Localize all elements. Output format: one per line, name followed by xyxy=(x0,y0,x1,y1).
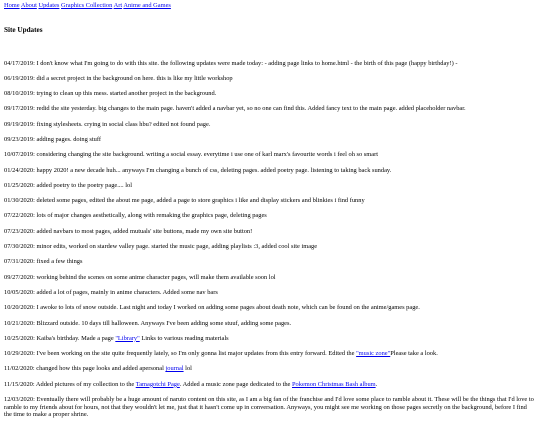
update-date: 10/05/2020 xyxy=(4,288,34,296)
update-text: lots of major changes aesthetically, along with remaking the graphics page, deleting pages xyxy=(36,212,267,220)
update-entry: 01/25/2020: added poetry to the poetry page.... lol xyxy=(4,181,132,189)
update-text: Kaiba's birthday. Made a page xyxy=(36,334,116,342)
update-entry: 10/29/2020: I've been working on the site quite frequently lately, so I'm only gonna list major updates from this entry forward. Edited the "music zone"Please take a look. xyxy=(4,350,438,358)
journal-link[interactable]: journal xyxy=(165,365,184,373)
music-zone-link[interactable]: "music zone" xyxy=(356,350,391,358)
page xyxy=(4,2,536,426)
update-text: Blizzard outside. 10 days till halloween. Anyways I've been adding some stuuf, adding some pages. xyxy=(36,319,292,327)
update-entry: 07/31/2020: fixed a few things xyxy=(4,258,83,266)
update-entry: 10/05/2020: added a lot of pages, mainly in anime characters. Added some nav bars xyxy=(4,288,218,296)
update-entry: 10/25/2020: Kaiba's birthday. Made a page "Library" Links to various reading materials xyxy=(4,334,229,342)
update-date: 08/10/2019 xyxy=(4,90,34,98)
update-date: 09/17/2019 xyxy=(4,105,34,113)
update-entry: 11/15/2020: Added pictures of my collection to the Tamagotchi Page. Added a music zone page dedicated to the Pokemon Christmas Bash album. xyxy=(4,380,378,388)
page-title: Site Updates xyxy=(4,26,43,34)
update-date: 11/15/2020 xyxy=(4,380,33,388)
nav-link-anime-and-games[interactable]: Anime and Games xyxy=(123,2,171,9)
update-date: 12/03/2020 xyxy=(4,396,34,404)
update-entry: 10/20/2020: I awoke to lots of snow outside. Last night and today I worked on adding some pages about death note, which can be found on the anime/games page. xyxy=(4,304,420,312)
update-text: lol xyxy=(183,365,192,373)
update-date: 09/23/2019 xyxy=(4,135,34,143)
library-page-link[interactable]: "Library" xyxy=(115,334,140,342)
pokemon-christmas-bash-link[interactable]: Pokemon Christmas Bash album xyxy=(292,380,376,388)
update-date: 07/30/2020 xyxy=(4,243,34,251)
update-text: . xyxy=(375,380,378,388)
update-text: changed how this page looks and added apersonal xyxy=(36,365,166,373)
update-date: 07/31/2020 xyxy=(4,258,34,266)
updates-list xyxy=(4,60,536,419)
update-text: I've been working on the site quite frequently lately, so I'm only gonna list major updates from this entry forward. Edited the xyxy=(36,350,357,358)
update-text: happy 2020! a new decade huh... anyways I'm changing a bunch of css, deleting pages. added poetry page. listening to taking back sunday. xyxy=(36,166,392,174)
update-date: 06/19/2019 xyxy=(4,74,34,82)
update-date: 10/29/2020 xyxy=(4,350,34,358)
update-text: fixing stylesheets. crying in social class hbu? edited not found page. xyxy=(36,120,211,128)
update-entry: 09/17/2019: redid the site yesterday. big changes to the main page. haven't added a navbar yet, so no one can find this. Added fancy text to the main page. added placeholder navbar. xyxy=(4,105,466,113)
nav-link-about[interactable]: About xyxy=(20,2,37,9)
navbar xyxy=(4,2,536,10)
update-entry: 09/23/2019: adding pages. doing stuff xyxy=(4,135,101,143)
update-date: 01/24/2020 xyxy=(4,166,34,174)
update-entry: 12/03/2020: Eventually there will probably be a huge amount of naruto content on this site, as I am a big fan of the franchise and I'd love some place to ramble about it. These will be the things that I'd love to ramble to my friends about for hours, not that they wouldn't let me, just that it hasn't come up in conversation. Anyways, you might see me working on those pages secretly on the background, before I find the time to make a proper shrine. xyxy=(4,396,534,419)
nav-link-art[interactable]: Art xyxy=(113,2,123,9)
update-text: I awoke to lots of snow outside. Last night and today I worked on adding some pages about death note, which can be found on the anime/games page. xyxy=(36,304,420,312)
update-text: I don't know what I'm going to do with this site. the following updates were made today: - adding page links to home.html - the birth of this page (happy birthday!) - xyxy=(36,59,458,67)
update-text: considering changing the site background. writing a social essay. everytime i use one of karl marx's favourite words i feel oh so smart xyxy=(36,151,378,159)
update-text: added navbars to most pages, added mutuals' site buttons, made my own site button! xyxy=(36,227,253,235)
tamagotchi-page-link[interactable]: Tamagotchi Page xyxy=(135,380,180,388)
update-entry: 09/27/2020: working behind the scenes on some anime character pages, will make them available soon lol xyxy=(4,273,276,281)
update-date: 11/02/2020 xyxy=(4,365,33,373)
nav-link-home[interactable]: Home xyxy=(4,2,20,9)
update-date: 09/19/2019 xyxy=(4,120,34,128)
update-text: added a lot of pages, mainly in anime characters. Added some nav bars xyxy=(36,288,218,296)
update-entry: 10/21/2020: Blizzard outside. 10 days till halloween. Anyways I've been adding some stuuf, adding some pages. xyxy=(4,319,292,327)
update-text: deleted some pages, edited the about me page, added a page to store graphics i like and display stickers and blinkies i find funny xyxy=(36,197,365,205)
update-entry: 08/10/2019: trying to clean up this mess. started another project in the background. xyxy=(4,90,217,98)
update-text: did a secret project in the background on here. this is like my little workshop xyxy=(36,74,233,82)
update-date: 07/23/2020 xyxy=(4,227,34,235)
update-entry: 11/02/2020: changed how this page looks and added apersonal journal lol xyxy=(4,365,192,373)
update-text: minor edits, worked on stardew valley page. started the music page, adding playlists :3, added cool site image xyxy=(36,243,318,251)
update-date: 10/07/2019 xyxy=(4,151,34,159)
update-text: added poetry to the poetry page.... lol xyxy=(36,181,132,189)
update-text: fixed a few things xyxy=(36,258,83,266)
update-entry: 01/30/2020: deleted some pages, edited the about me page, added a page to store graphics i like and display stickers and blinkies i find funny xyxy=(4,197,365,205)
update-date: 10/25/2020 xyxy=(4,334,34,342)
update-text: trying to clean up this mess. started another project in the background. xyxy=(36,90,217,98)
update-text: adding pages. doing stuff xyxy=(36,135,101,143)
update-date: 07/22/2020 xyxy=(4,212,34,220)
update-date: 04/17/2019 xyxy=(4,59,34,67)
update-entry: 09/19/2019: fixing stylesheets. crying in social class hbu? edited not found page. xyxy=(4,120,211,128)
update-text: redid the site yesterday. big changes to the main page. haven't added a navbar yet, so no one can find this. Added fancy text to the main page. added placeholder navbar. xyxy=(36,105,466,113)
update-entry: 04/17/2019: I don't know what I'm going to do with this site. the following updates were made today: - adding page links to home.html - the birth of this page (happy birthday!) - xyxy=(4,59,458,67)
update-entry: 07/30/2020: minor edits, worked on stardew valley page. started the music page, adding playlists :3, added cool site image xyxy=(4,243,318,251)
update-entry: 06/19/2019: did a secret project in the background on here. this is like my little workshop xyxy=(4,74,233,82)
update-text: Eventually there will probably be a huge amount of naruto content on this site, as I am a big fan of the franchise and I'd love some place to ramble about it. These will be the things that I'd love to ramble to my friends about for hours, not that they wouldn't let me, just that it hasn't come up in conversation. Anyways, you might see me working on those pages secretly on the background, before I find the time to make a proper shrine. xyxy=(4,396,534,419)
update-date: 10/21/2020 xyxy=(4,319,34,327)
update-text: Please take a look. xyxy=(390,350,438,358)
nav-link-graphics-collection[interactable]: Graphics Collection xyxy=(61,2,113,9)
update-text: Added pictures of my collection to the xyxy=(35,380,136,388)
update-text: Links to various reading materials xyxy=(139,334,229,342)
update-entry: 01/24/2020: happy 2020! a new decade huh... anyways I'm changing a bunch of css, deleting pages. added poetry page. listening to taking back sunday. xyxy=(4,166,392,174)
update-text: working behind the scenes on some anime character pages, will make them available soon lol xyxy=(36,273,276,281)
nav-link-updates[interactable]: Updates xyxy=(38,2,60,9)
update-text: . Added a music zone page dedicated to the xyxy=(179,380,292,388)
update-entry: 07/22/2020: lots of major changes aesthetically, along with remaking the graphics page, deleting pages xyxy=(4,212,267,220)
update-entry: 07/23/2020: added navbars to most pages, added mutuals' site buttons, made my own site button! xyxy=(4,227,253,235)
update-date: 10/20/2020 xyxy=(4,304,34,312)
update-date: 01/25/2020 xyxy=(4,181,34,189)
update-date: 09/27/2020 xyxy=(4,273,34,281)
update-entry: 10/07/2019: considering changing the site background. writing a social essay. everytime i use one of karl marx's favourite words i feel oh so smart xyxy=(4,151,378,159)
update-date: 01/30/2020 xyxy=(4,197,34,205)
